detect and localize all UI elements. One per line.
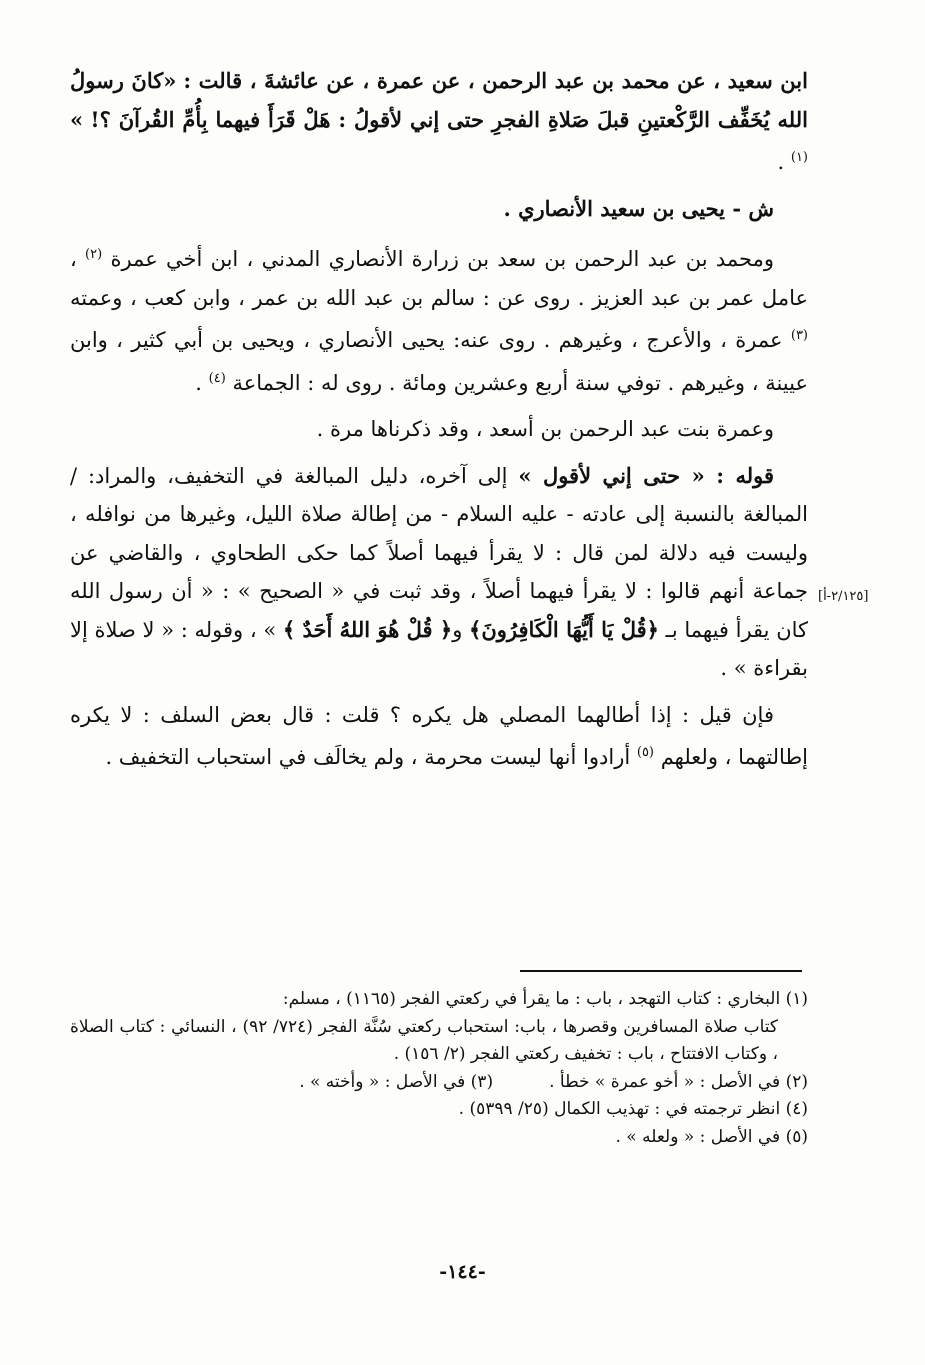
- commentary-lead: قوله : « حتى إني لأقول »: [518, 462, 774, 488]
- question-text-b: أرادوا أنها ليست محرمة ، ولم يخالَف في استحباب التخفيف .: [105, 745, 637, 769]
- main-text: [70, 62, 808, 785]
- paragraph-end: .: [195, 370, 209, 395]
- narrator-bio-c: عمرة ، والأعرج ، وغيرهم . روى عنه: يحيى الأنصاري ، ويحيى بن أبي كثير ، وابن عيينة ، وغيرهم . توفي سنة أربع وعشرين ومائة . روى له : الجماعة: [70, 328, 808, 395]
- manuscript-folio-note: [٢/١٢٥-أ]: [818, 589, 869, 604]
- footnote-5: (٥) في الأصل : « ولعله » .: [615, 1126, 808, 1147]
- paragraph-end: .: [777, 150, 791, 174]
- narrator-bio-b: ، عامل عمر بن عبد العزيز . روى عن : سالم بن عبد الله بن عمر ، وابن كعب ، وعمته: [70, 247, 808, 310]
- question-text-a: فإن قيل : إذا أطالهما المصلي هل يكره ؟ قلت : قال بعض السلف : لا يكره إطالتهما ، ولعلهم: [70, 702, 808, 769]
- hadith-close-quote: »: [70, 106, 84, 132]
- paragraph-4: وعمرة بنت عبد الرحمن بن أسعد ، وقد ذكرناها مرة .: [316, 417, 774, 441]
- paragraph-5: [70, 457, 808, 688]
- paragraph-3: [70, 236, 808, 402]
- footnote-row-2-3: [70, 1069, 808, 1097]
- isnad-line: ابن سعيد ، عن محمد بن عبد الرحمن ، عن عمرة ، عن عائشةَ ، قالت :: [183, 68, 808, 93]
- narrator-bio-a: ومحمد بن عبد الرحمن بن سعد بن زرارة الأنصاري المدني ، ابن أخي عمرة: [110, 247, 774, 271]
- footnote-ref-1: (١): [790, 150, 808, 165]
- footnote-divider: [520, 970, 802, 972]
- commentary-text-c: » ، وقوله : « لا صلاة إلا بقراءة » .: [70, 617, 808, 680]
- hadith-text: «كانَ رسولُ الله يُخَفِّف الرَّكْعتينِ قبلَ صَلاةِ الفجرِ حتى إني لأقولُ : هَلْ قَرَأَ فيهما بِأُمِّ القُرآنَ ؟!: [70, 68, 808, 132]
- quran-quote-2: ﴿ قُلْ هُوَ اللهُ أَحَدٌ ﴾: [282, 616, 453, 642]
- footnote-ref-3: (٣): [790, 328, 808, 343]
- footnote-4: (٤) انظر ترجمته في : تهذيب الكمال (٢٥/ ٥٣٩٩) .: [458, 1099, 808, 1119]
- footnotes: [70, 986, 808, 1151]
- footnote-ref-2: (٢): [85, 247, 103, 262]
- footnote-2: (٢) في الأصل : « أخو عمرة » خطأ .: [549, 1071, 808, 1092]
- paragraph-2: ش - يحيى بن سعيد الأنصاري .: [503, 195, 774, 221]
- footnote-ref-4: (٤): [208, 370, 226, 386]
- commentary-text-b: و: [452, 617, 470, 642]
- paragraph-1: [70, 62, 808, 182]
- quran-quote-1: ﴿قُلْ يَا أَيُّهَا الْكَافِرُونَ﴾: [469, 616, 659, 642]
- page-number: -١٤٤-: [439, 1261, 486, 1283]
- footnote-3: (٣) في الأصل : « وأخته » .: [299, 1071, 494, 1092]
- paragraph-6: [70, 696, 808, 777]
- footnote-1-continued: كتاب صلاة المسافرين وقصرها ، باب: استحباب ركعتي سُنَّة الفجر (٧٢٤/ ٩٢) ، النسائي : كتاب الصلاة ، وكتاب الافتتاح ، باب : تخفيف ركعتي الفجر (٢/ ١٥٦) .: [70, 1016, 778, 1064]
- commentary-text-a: إلى آخره، دليل المبالغة في التخفيف، والمراد: / المبالغة بالنسبة إلى عادته - عليه السلام - من إطالة صلاة الليل، وغيرها من نوافله ، وليست فيه دلالة لمن قال : لا يقرأ فيهما أصلاً كما حكى الطحاوي ، والقاضي عن جماعة أنهم قالوا : لا يقرأ فيهما أصلاً ، وقد ثبت في « الصحيح » : « أن رسول الله كان يقرأ فيهما بـ: [70, 463, 809, 642]
- footnote-1: (١) البخاري : كتاب التهجد ، باب : ما يقرأ في ركعتي الفجر (١١٦٥) ، مسلم:: [282, 989, 808, 1009]
- footnote-ref-5: (٥): [636, 745, 654, 760]
